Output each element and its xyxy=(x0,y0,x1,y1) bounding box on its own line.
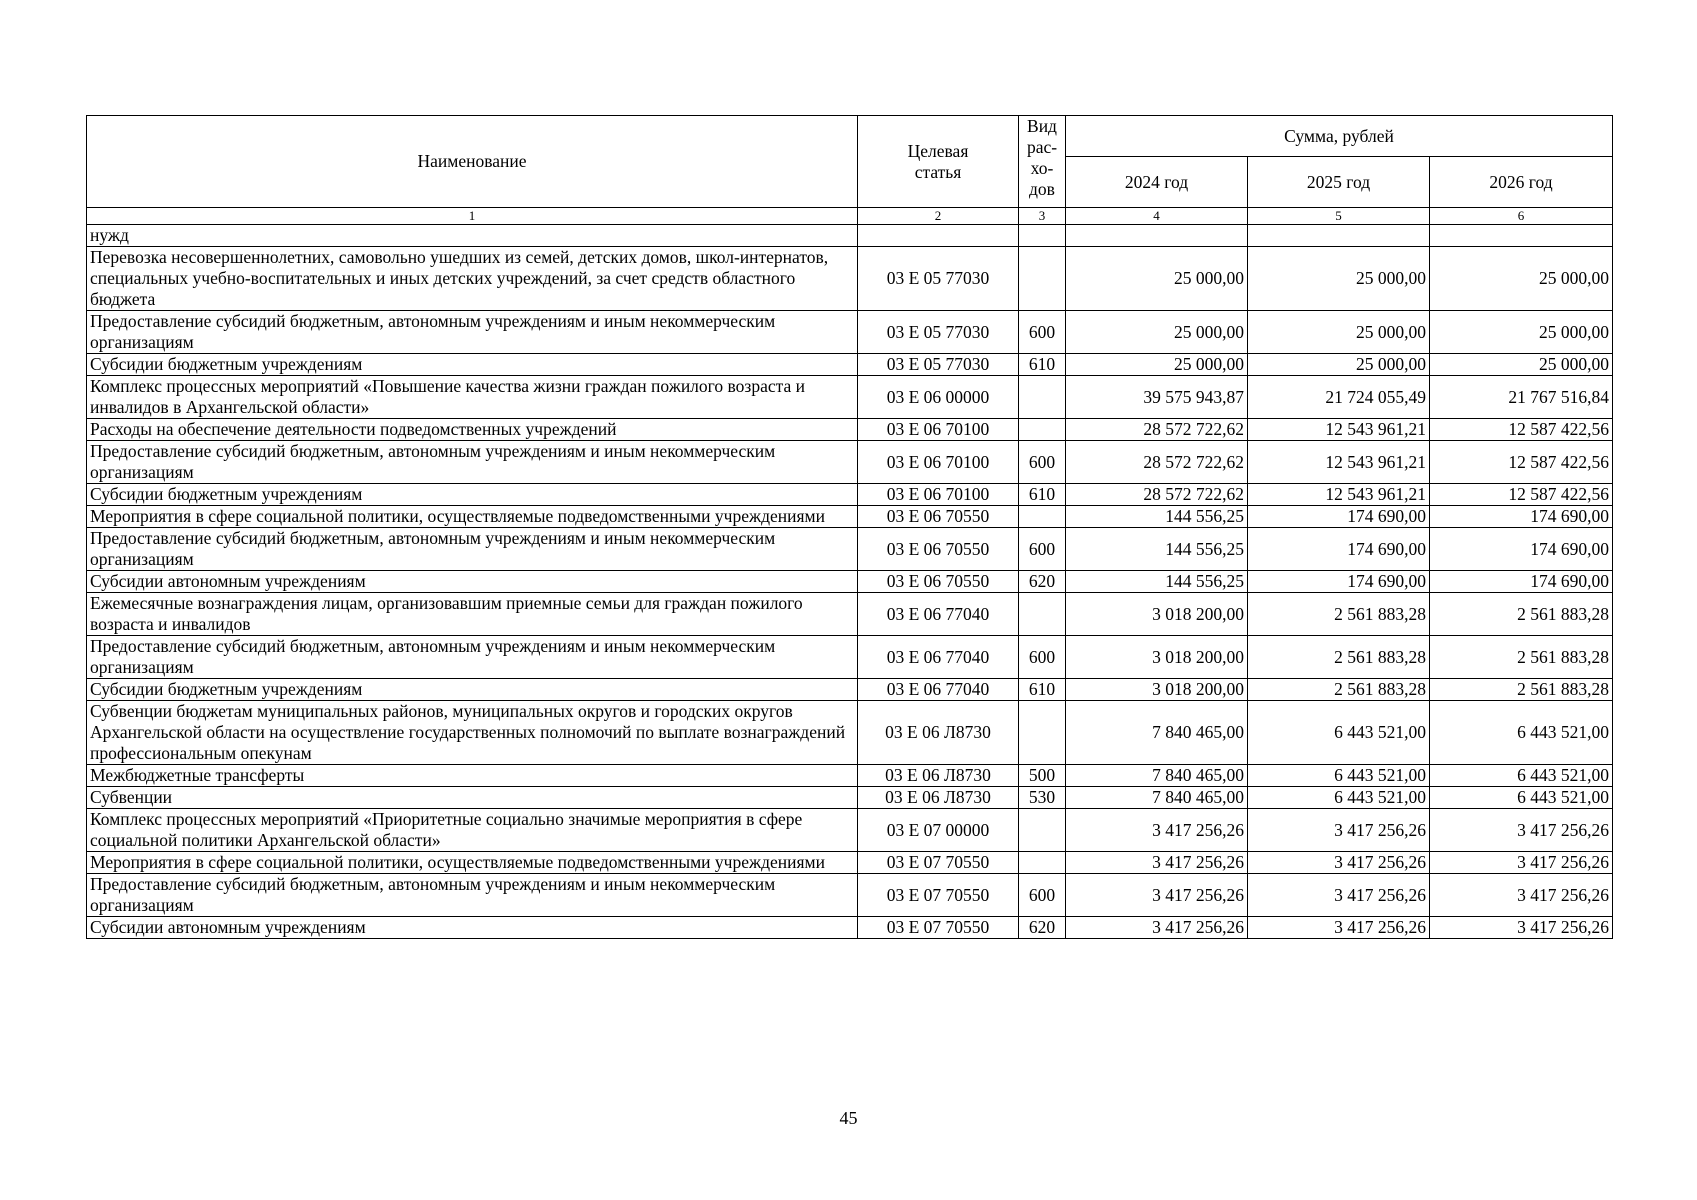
row-name: Субсидии автономным учреждениям xyxy=(87,571,858,593)
row-expense-type xyxy=(1019,701,1066,765)
table-row xyxy=(87,354,1613,376)
table-row xyxy=(87,701,1613,765)
row-amount-2025: 174 690,00 xyxy=(1248,528,1430,571)
row-amount-2024: 7 840 465,00 xyxy=(1066,787,1248,809)
row-name: Расходы на обеспечение деятельности подведомственных учреждений xyxy=(87,419,858,441)
header-year-2024: 2024 год xyxy=(1066,157,1248,208)
row-expense-type: 600 xyxy=(1019,874,1066,917)
row-amount-2026: 2 561 883,28 xyxy=(1430,593,1613,636)
header-row xyxy=(87,116,1613,157)
row-amount-2024: 3 018 200,00 xyxy=(1066,593,1248,636)
row-target-article: 03 Е 06 70100 xyxy=(858,419,1019,441)
row-name: Ежемесячные вознаграждения лицам, организовавшим приемные семьи для граждан пожилого возраста и инвалидов xyxy=(87,593,858,636)
row-amount-2025: 3 417 256,26 xyxy=(1248,809,1430,852)
row-amount-2025: 2 561 883,28 xyxy=(1248,593,1430,636)
row-amount-2026: 3 417 256,26 xyxy=(1430,917,1613,939)
table-row xyxy=(87,809,1613,852)
row-target-article: 03 Е 06 70100 xyxy=(858,484,1019,506)
row-target-article: 03 Е 06 77040 xyxy=(858,636,1019,679)
row-amount-2026: 6 443 521,00 xyxy=(1430,787,1613,809)
row-target-article: 03 Е 06 70100 xyxy=(858,441,1019,484)
row-name: Межбюджетные трансферты xyxy=(87,765,858,787)
row-amount-2026: 12 587 422,56 xyxy=(1430,419,1613,441)
row-amount-2025: 3 417 256,26 xyxy=(1248,852,1430,874)
column-number: 6 xyxy=(1430,208,1613,225)
row-amount-2025: 25 000,00 xyxy=(1248,247,1430,311)
budget-table xyxy=(86,115,1613,939)
row-name: Предоставление субсидий бюджетным, автономным учреждениям и иным некоммерческим организациям xyxy=(87,874,858,917)
column-number: 4 xyxy=(1066,208,1248,225)
row-amount-2025: 3 417 256,26 xyxy=(1248,874,1430,917)
header-name: Наименование xyxy=(87,116,858,208)
row-expense-type: 600 xyxy=(1019,636,1066,679)
row-amount-2025: 3 417 256,26 xyxy=(1248,917,1430,939)
row-amount-2026 xyxy=(1430,225,1613,247)
row-expense-type: 600 xyxy=(1019,528,1066,571)
page-number: 45 xyxy=(839,1108,858,1128)
row-amount-2024: 25 000,00 xyxy=(1066,311,1248,354)
table-row xyxy=(87,484,1613,506)
table-row xyxy=(87,419,1613,441)
row-amount-2025: 174 690,00 xyxy=(1248,506,1430,528)
row-amount-2026: 6 443 521,00 xyxy=(1430,701,1613,765)
row-amount-2024: 28 572 722,62 xyxy=(1066,484,1248,506)
row-amount-2024: 144 556,25 xyxy=(1066,571,1248,593)
row-amount-2026: 25 000,00 xyxy=(1430,311,1613,354)
row-name: Предоставление субсидий бюджетным, автономным учреждениям и иным некоммерческим организациям xyxy=(87,441,858,484)
table-row xyxy=(87,917,1613,939)
row-expense-type: 620 xyxy=(1019,917,1066,939)
row-amount-2026: 3 417 256,26 xyxy=(1430,852,1613,874)
row-amount-2024: 3 417 256,26 xyxy=(1066,917,1248,939)
table-row xyxy=(87,528,1613,571)
row-amount-2025: 2 561 883,28 xyxy=(1248,636,1430,679)
row-target-article: 03 Е 06 70550 xyxy=(858,528,1019,571)
row-amount-2026: 3 417 256,26 xyxy=(1430,809,1613,852)
row-expense-type: 600 xyxy=(1019,311,1066,354)
row-amount-2024: 7 840 465,00 xyxy=(1066,701,1248,765)
row-name: Предоставление субсидий бюджетным, автономным учреждениям и иным некоммерческим организациям xyxy=(87,528,858,571)
row-name: Субсидии бюджетным учреждениям xyxy=(87,484,858,506)
row-amount-2024: 3 417 256,26 xyxy=(1066,874,1248,917)
row-target-article: 03 Е 06 77040 xyxy=(858,593,1019,636)
row-amount-2024: 7 840 465,00 xyxy=(1066,765,1248,787)
row-amount-2024 xyxy=(1066,225,1248,247)
row-amount-2024: 25 000,00 xyxy=(1066,247,1248,311)
row-amount-2024: 3 417 256,26 xyxy=(1066,809,1248,852)
row-name: Комплекс процессных мероприятий «Приоритетные социально значимые мероприятия в сфере социальной политики Архангельской области» xyxy=(87,809,858,852)
row-expense-type: 610 xyxy=(1019,484,1066,506)
row-target-article: 03 Е 06 Л8730 xyxy=(858,787,1019,809)
table-row xyxy=(87,247,1613,311)
row-amount-2026: 25 000,00 xyxy=(1430,247,1613,311)
row-expense-type: 620 xyxy=(1019,571,1066,593)
row-name: Комплекс процессных мероприятий «Повышение качества жизни граждан пожилого возраста и инвалидов в Архангельской области» xyxy=(87,376,858,419)
row-amount-2026: 21 767 516,84 xyxy=(1430,376,1613,419)
row-expense-type xyxy=(1019,809,1066,852)
row-amount-2026: 174 690,00 xyxy=(1430,506,1613,528)
row-amount-2024: 3 018 200,00 xyxy=(1066,679,1248,701)
row-amount-2025: 174 690,00 xyxy=(1248,571,1430,593)
row-target-article: 03 Е 05 77030 xyxy=(858,247,1019,311)
row-target-article xyxy=(858,225,1019,247)
row-amount-2025: 12 543 961,21 xyxy=(1248,441,1430,484)
table-row xyxy=(87,874,1613,917)
row-expense-type: 530 xyxy=(1019,787,1066,809)
row-amount-2024: 39 575 943,87 xyxy=(1066,376,1248,419)
row-target-article: 03 Е 06 00000 xyxy=(858,376,1019,419)
column-number: 2 xyxy=(858,208,1019,225)
row-amount-2024: 3 018 200,00 xyxy=(1066,636,1248,679)
header-target-article-label: Целевая статья xyxy=(907,140,969,182)
row-target-article: 03 Е 07 00000 xyxy=(858,809,1019,852)
row-amount-2025: 12 543 961,21 xyxy=(1248,484,1430,506)
row-amount-2026: 2 561 883,28 xyxy=(1430,679,1613,701)
row-expense-type xyxy=(1019,852,1066,874)
row-amount-2024: 3 417 256,26 xyxy=(1066,852,1248,874)
row-name: Предоставление субсидий бюджетным, автономным учреждениям и иным некоммерческим организациям xyxy=(87,636,858,679)
row-amount-2026: 174 690,00 xyxy=(1430,528,1613,571)
row-amount-2026: 6 443 521,00 xyxy=(1430,765,1613,787)
row-target-article: 03 Е 07 70550 xyxy=(858,917,1019,939)
row-expense-type: 610 xyxy=(1019,679,1066,701)
row-amount-2026: 2 561 883,28 xyxy=(1430,636,1613,679)
row-amount-2025: 25 000,00 xyxy=(1248,311,1430,354)
row-expense-type xyxy=(1019,247,1066,311)
row-name: Субвенции xyxy=(87,787,858,809)
row-amount-2025: 6 443 521,00 xyxy=(1248,765,1430,787)
row-name: Субсидии автономным учреждениям xyxy=(87,917,858,939)
row-name: Субвенции бюджетам муниципальных районов, муниципальных округов и городских округов Архангельской области на осуществление государственных полномочий по выплате вознаграждений профессиональным опекунам xyxy=(87,701,858,765)
row-amount-2025 xyxy=(1248,225,1430,247)
row-expense-type: 500 xyxy=(1019,765,1066,787)
row-name: нужд xyxy=(87,225,858,247)
table-body xyxy=(87,225,1613,939)
header-year-2025: 2025 год xyxy=(1248,157,1430,208)
row-amount-2024: 28 572 722,62 xyxy=(1066,441,1248,484)
row-amount-2026: 12 587 422,56 xyxy=(1430,441,1613,484)
row-amount-2025: 12 543 961,21 xyxy=(1248,419,1430,441)
row-name: Мероприятия в сфере социальной политики, осуществляемые подведомственными учреждениями xyxy=(87,852,858,874)
column-number: 3 xyxy=(1019,208,1066,225)
table-row xyxy=(87,679,1613,701)
row-expense-type xyxy=(1019,593,1066,636)
row-name: Субсидии бюджетным учреждениям xyxy=(87,679,858,701)
row-expense-type: 610 xyxy=(1019,354,1066,376)
row-target-article: 03 Е 06 Л8730 xyxy=(858,701,1019,765)
row-amount-2025: 25 000,00 xyxy=(1248,354,1430,376)
row-name: Предоставление субсидий бюджетным, автономным учреждениям и иным некоммерческим организациям xyxy=(87,311,858,354)
row-target-article: 03 Е 05 77030 xyxy=(858,354,1019,376)
row-name: Мероприятия в сфере социальной политики, осуществляемые подведомственными учреждениями xyxy=(87,506,858,528)
header-expense-type xyxy=(1019,116,1066,208)
table-row xyxy=(87,593,1613,636)
row-expense-type xyxy=(1019,376,1066,419)
row-name: Перевозка несовершеннолетних, самовольно ушедших из семей, детских домов, школ-интернатов, специальных учебно-воспитательных и иных детских учреждений, за счет средств областного бюджета xyxy=(87,247,858,311)
row-amount-2024: 25 000,00 xyxy=(1066,354,1248,376)
row-target-article: 03 Е 05 77030 xyxy=(858,311,1019,354)
row-expense-type xyxy=(1019,225,1066,247)
table-row xyxy=(87,441,1613,484)
header-year-2026: 2026 год xyxy=(1430,157,1613,208)
column-number: 5 xyxy=(1248,208,1430,225)
table-row xyxy=(87,765,1613,787)
row-amount-2024: 28 572 722,62 xyxy=(1066,419,1248,441)
row-target-article: 03 Е 06 77040 xyxy=(858,679,1019,701)
row-expense-type: 600 xyxy=(1019,441,1066,484)
header-target-article xyxy=(858,116,1019,208)
column-numbers-row xyxy=(87,208,1613,225)
table-row xyxy=(87,571,1613,593)
row-amount-2025: 6 443 521,00 xyxy=(1248,787,1430,809)
row-amount-2026: 12 587 422,56 xyxy=(1430,484,1613,506)
table-row xyxy=(87,636,1613,679)
row-target-article: 03 Е 07 70550 xyxy=(858,852,1019,874)
header-expense-type-label: Вид рас-хо-дов xyxy=(1026,116,1058,199)
row-amount-2026: 174 690,00 xyxy=(1430,571,1613,593)
row-target-article: 03 Е 06 Л8730 xyxy=(858,765,1019,787)
row-amount-2025: 2 561 883,28 xyxy=(1248,679,1430,701)
table-header xyxy=(87,116,1613,225)
table-row xyxy=(87,506,1613,528)
row-expense-type xyxy=(1019,419,1066,441)
row-amount-2026: 25 000,00 xyxy=(1430,354,1613,376)
row-target-article: 03 Е 06 70550 xyxy=(858,506,1019,528)
row-amount-2026: 3 417 256,26 xyxy=(1430,874,1613,917)
column-number: 1 xyxy=(87,208,858,225)
table-row xyxy=(87,787,1613,809)
row-amount-2025: 6 443 521,00 xyxy=(1248,701,1430,765)
table-row xyxy=(87,376,1613,419)
table-row xyxy=(87,225,1613,247)
table-row xyxy=(87,311,1613,354)
row-amount-2024: 144 556,25 xyxy=(1066,528,1248,571)
row-amount-2024: 144 556,25 xyxy=(1066,506,1248,528)
row-amount-2025: 21 724 055,49 xyxy=(1248,376,1430,419)
row-target-article: 03 Е 06 70550 xyxy=(858,571,1019,593)
table-row xyxy=(87,852,1613,874)
row-name: Субсидии бюджетным учреждениям xyxy=(87,354,858,376)
row-target-article: 03 Е 07 70550 xyxy=(858,874,1019,917)
row-expense-type xyxy=(1019,506,1066,528)
header-sum: Сумма, рублей xyxy=(1066,116,1613,157)
